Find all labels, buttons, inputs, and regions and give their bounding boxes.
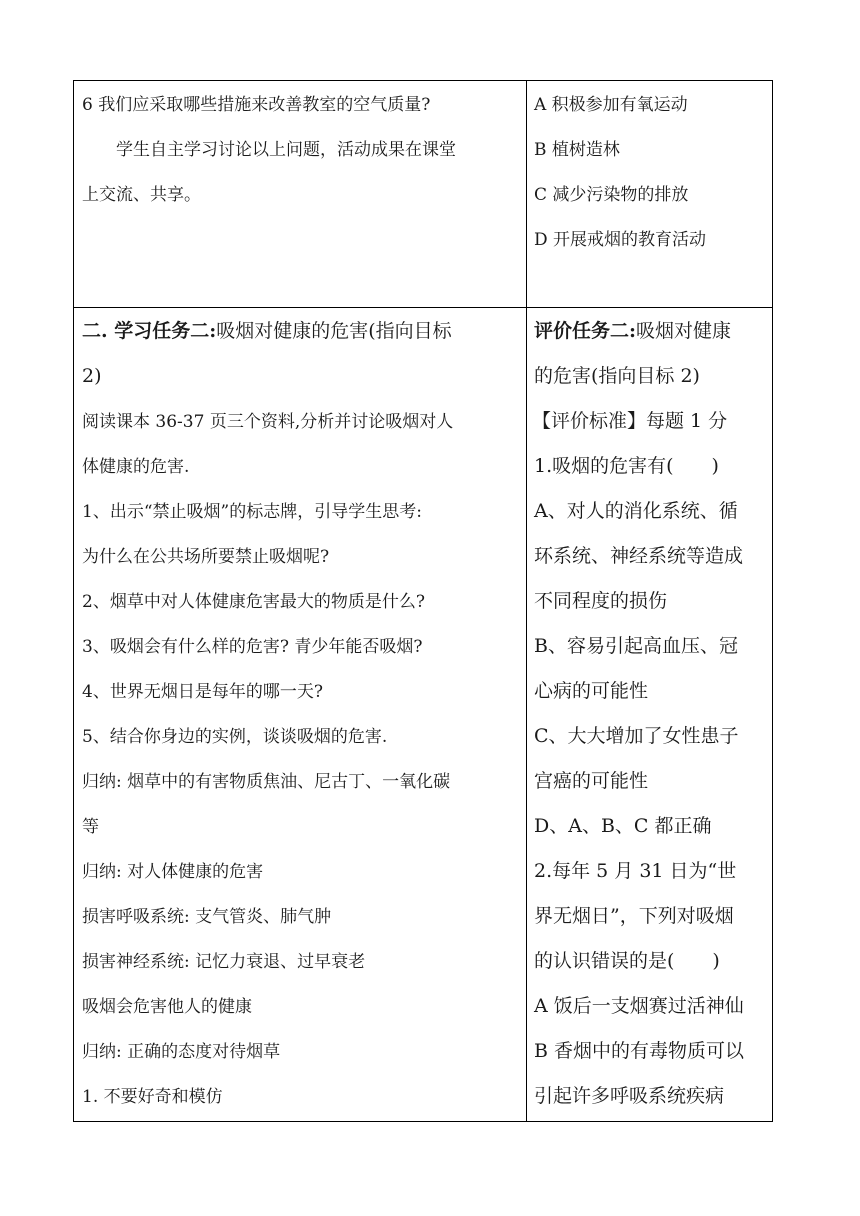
eval2-question-1: 1.吸烟的危害有( ) — [534, 455, 719, 477]
lesson-table — [73, 80, 773, 1122]
eval2-q2-option-b-2: 引起许多呼吸系统疾病 — [534, 1085, 725, 1107]
task2-cell — [73, 307, 526, 1121]
task2-question-2: 2、烟草中对人体健康危害最大的物质是什么? — [82, 592, 425, 612]
point-1: 1. 不要好奇和模仿 — [82, 1087, 223, 1107]
eval2-q1-option-c-2: 宫癌的可能性 — [534, 770, 649, 792]
eval2-q2-option-a: A 饭后一支烟赛过活神仙 — [534, 995, 744, 1017]
task2-heading-cont: 2) — [82, 365, 102, 387]
option-d: D 开展戒烟的教育活动 — [534, 230, 707, 250]
task2-question-1a: 1、出示“禁止吸烟”的标志牌，引导学生思考: — [82, 502, 422, 522]
eval2-q1-option-d: D、A、B、C 都正确 — [534, 815, 712, 837]
eval2-heading-cont: 的危害(指向目标 2) — [534, 365, 700, 387]
eval2-question-2-3: 的认识错误的是( ) — [534, 950, 720, 972]
eval2-q1-option-b-1: B、容易引起高血压、冠 — [534, 635, 738, 657]
eval2-q1-option-a-3: 不同程度的损伤 — [534, 590, 668, 612]
summary-3: 归纳: 正确的态度对待烟草 — [82, 1042, 281, 1062]
question-6: 6 我们应采取哪些措施来改善教室的空气质量? — [82, 95, 431, 115]
summary-2: 归纳: 对人体健康的危害 — [82, 862, 264, 882]
eval2-heading-text: 吸烟对健康 — [636, 320, 732, 342]
option-b: B 植树造林 — [534, 140, 620, 160]
harm-to-others: 吸烟会危害他人的健康 — [82, 997, 252, 1017]
task2-question-1b: 为什么在公共场所要禁止吸烟呢? — [82, 547, 330, 567]
eval2-criteria: 【评价标准】每题 1 分 — [532, 410, 728, 432]
eval2-heading — [534, 320, 731, 342]
task2-question-4: 4、世界无烟日是每年的哪一天? — [82, 682, 323, 702]
discussion-line-2: 上交流、共享。 — [82, 185, 201, 205]
eval2-q1-option-c-1: C、大大增加了女性患子 — [534, 725, 739, 747]
nervous-harm: 损害神经系统: 记忆力衰退、过早衰老 — [82, 952, 366, 972]
eval2-q1-option-a-1: A、对人的消化系统、循 — [534, 500, 738, 522]
summary-1b: 等 — [82, 817, 99, 837]
option-a: A 积极参加有氧运动 — [534, 95, 688, 115]
task2-intro-2: 体健康的危害. — [82, 457, 190, 477]
eval2-q1-option-a-2: 环系统、神经系统等造成 — [534, 545, 744, 567]
top-left-cell — [73, 80, 526, 307]
eval2-cell — [526, 307, 773, 1121]
eval2-question-2-2: 界无烟日”，下列对吸烟 — [534, 905, 734, 927]
eval2-q2-option-b-1: B 香烟中的有毒物质可以 — [534, 1040, 745, 1062]
task2-heading — [82, 320, 452, 342]
task2-heading-text: 吸烟对健康的危害(指向目标 — [216, 320, 452, 342]
task2-heading-bold: 二. 学习任务二: — [82, 320, 217, 342]
table-border-bottom — [73, 1121, 773, 1122]
eval2-heading-bold: 评价任务二: — [534, 320, 637, 342]
respiratory-harm: 损害呼吸系统: 支气管炎、肺气肿 — [82, 907, 332, 927]
option-c: C 减少污染物的排放 — [534, 185, 689, 205]
task2-question-5: 5、结合你身边的实例，谈谈吸烟的危害. — [82, 727, 388, 747]
discussion-line-1: 学生自主学习讨论以上问题，活动成果在课堂 — [116, 140, 456, 160]
eval2-question-2-1: 2.每年 5 月 31 日为“世 — [534, 860, 737, 882]
eval2-q1-option-b-2: 心病的可能性 — [534, 680, 649, 702]
task2-question-3: 3、吸烟会有什么样的危害? 青少年能否吸烟? — [82, 637, 423, 657]
task2-intro-1: 阅读课本 36-37 页三个资料,分析并讨论吸烟对人 — [82, 412, 454, 432]
top-right-cell — [526, 80, 773, 307]
summary-1a: 归纳: 烟草中的有害物质焦油、尼古丁、一氧化碳 — [82, 772, 451, 792]
